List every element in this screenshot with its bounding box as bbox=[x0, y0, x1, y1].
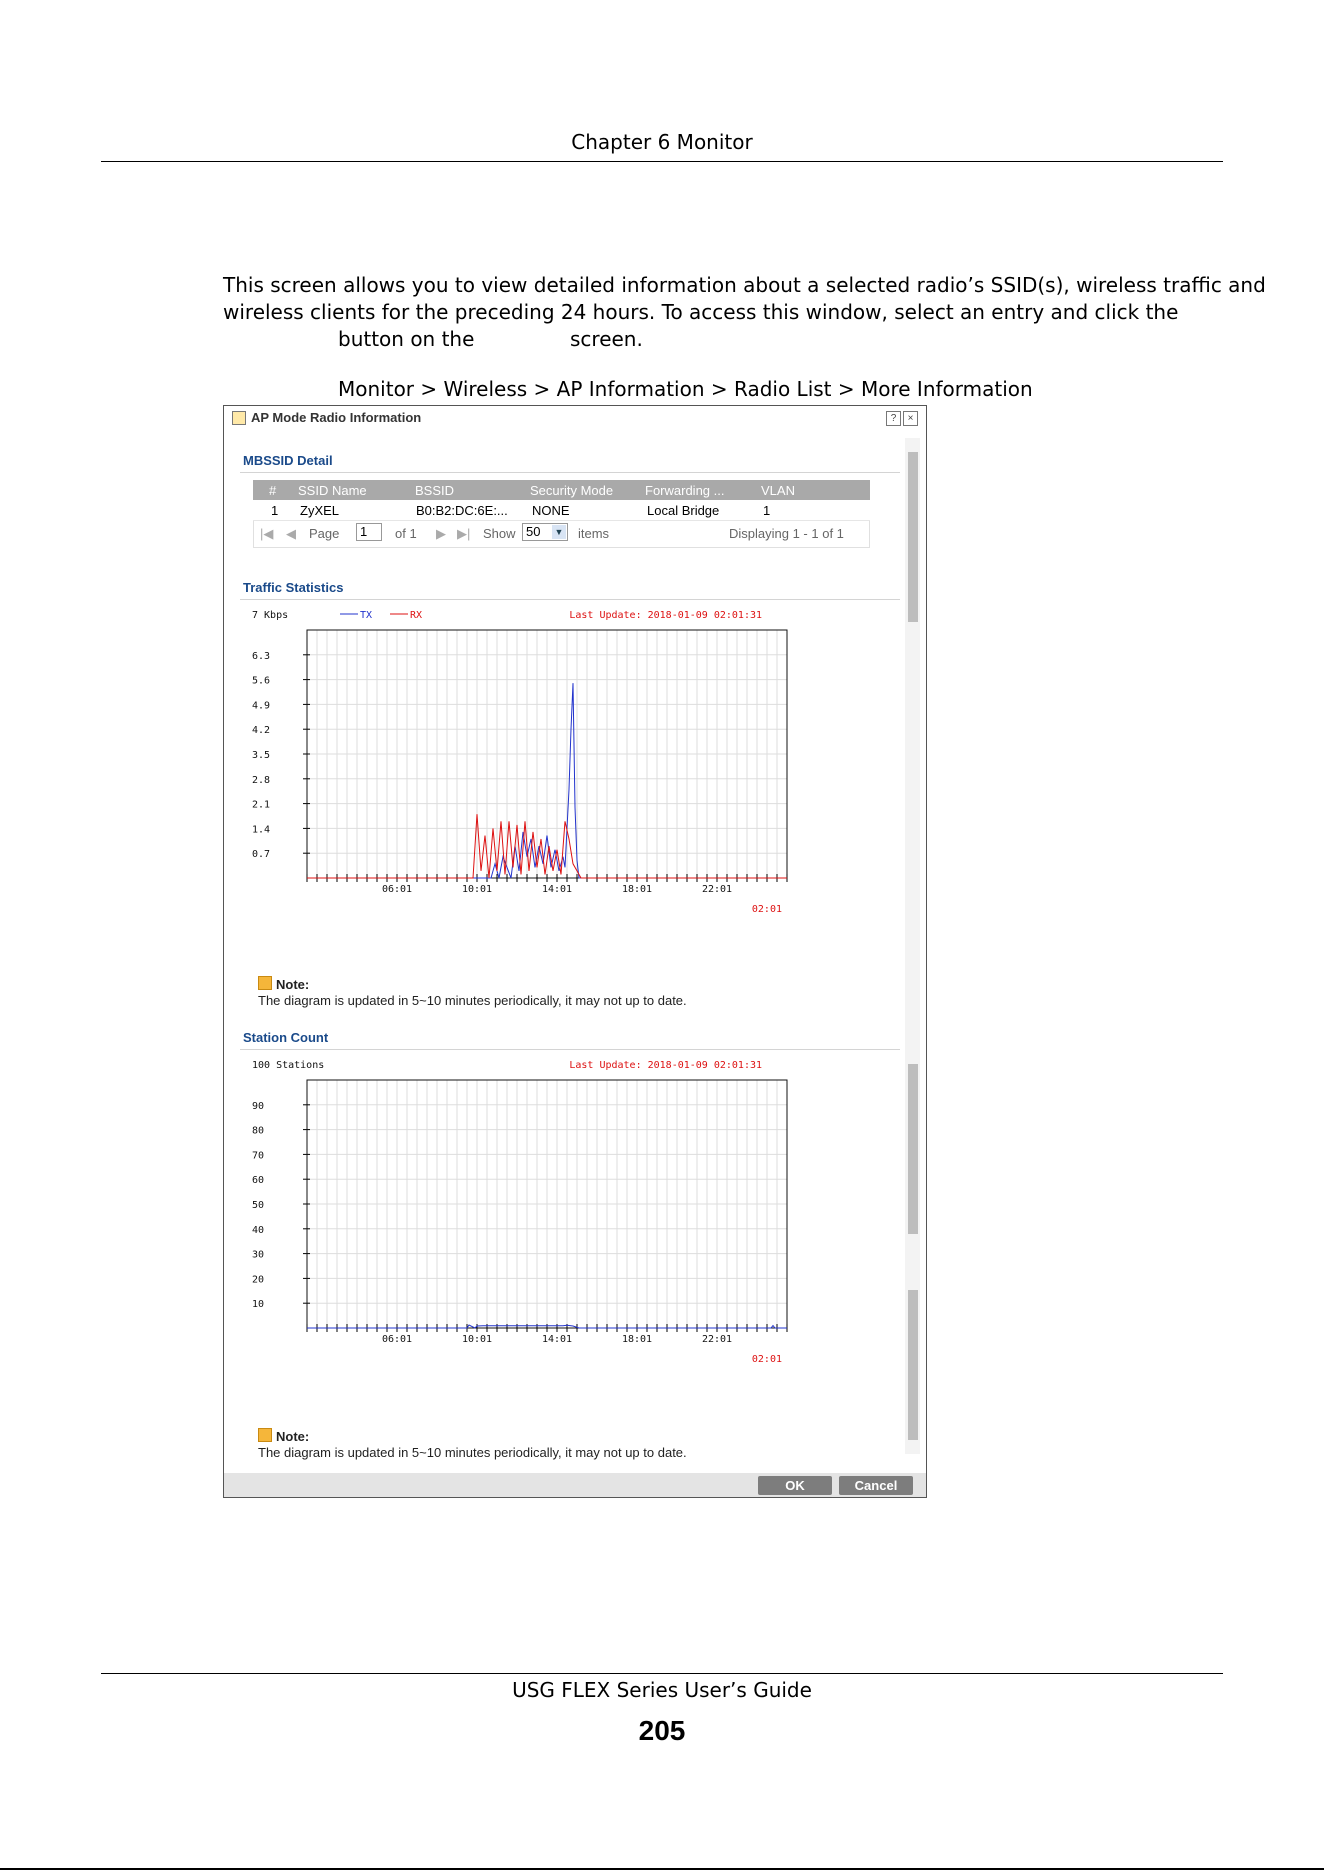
first-page-icon[interactable]: |◀ bbox=[260, 526, 274, 541]
last-update-label: Last Update: 2018-01-09 02:01:31 bbox=[569, 610, 762, 621]
note-label: Note: bbox=[276, 1429, 310, 1444]
chevron-down-icon[interactable]: ▼ bbox=[552, 525, 566, 539]
figure-breadcrumb: Monitor > Wireless > AP Information > Radio List > More Information bbox=[338, 377, 1033, 401]
displaying-label: Displaying 1 - 1 of 1 bbox=[729, 526, 844, 541]
y-tick-label: 20 bbox=[252, 1274, 265, 1286]
y-tick-label: 80 bbox=[252, 1125, 265, 1137]
y-tick-label: 4.2 bbox=[252, 725, 271, 737]
page-of-label: of 1 bbox=[395, 526, 417, 541]
x-tick-label: 10:01 bbox=[461, 884, 493, 895]
y-tick-label: 60 bbox=[252, 1175, 265, 1187]
chart-unit-label: 7 Kbps bbox=[252, 610, 289, 621]
col-vlan[interactable]: VLAN bbox=[761, 483, 795, 498]
x-tick-label: 10:01 bbox=[461, 1334, 493, 1345]
cell-forwarding: Local Bridge bbox=[647, 503, 720, 518]
chart-unit-label: 100 Stations bbox=[252, 1060, 325, 1071]
col-bssid[interactable]: BSSID bbox=[415, 483, 455, 498]
intro-line-1: This screen allows you to view detailed information about a selected radio’s SSID(s), wireless traffic and bbox=[223, 273, 1266, 297]
y-tick-label: 90 bbox=[252, 1100, 265, 1112]
page-label: Page bbox=[309, 526, 340, 541]
page-input[interactable]: 1 bbox=[356, 523, 382, 541]
x-tick-label: 14:01 bbox=[541, 1334, 573, 1345]
cancel-button[interactable]: Cancel bbox=[839, 1476, 913, 1495]
legend-tx: TX bbox=[360, 610, 373, 621]
x-end-label: 02:01 bbox=[751, 904, 782, 915]
mbssid-rule bbox=[240, 472, 900, 473]
x-end-label: 02:01 bbox=[751, 1354, 782, 1365]
close-button[interactable]: × bbox=[903, 411, 918, 426]
traffic-rule bbox=[240, 599, 900, 600]
note-icon bbox=[258, 1428, 272, 1442]
y-tick-label: 30 bbox=[252, 1249, 265, 1261]
x-tick-label: 18:01 bbox=[621, 1334, 653, 1345]
traffic-note bbox=[258, 976, 687, 1009]
station-count-title: Station Count bbox=[243, 1030, 329, 1045]
window-title: AP Mode Radio Information bbox=[251, 410, 422, 425]
table-row[interactable] bbox=[253, 500, 870, 521]
vertical-scrollbar[interactable] bbox=[905, 438, 920, 1454]
col-number[interactable]: # bbox=[269, 483, 277, 498]
y-tick-label: 40 bbox=[252, 1224, 265, 1236]
last-page-icon[interactable]: ▶| bbox=[457, 526, 471, 541]
legend-rx: RX bbox=[410, 610, 423, 621]
y-tick-label: 10 bbox=[252, 1299, 265, 1311]
help-button[interactable]: ? bbox=[886, 411, 901, 426]
cell-security-mode: NONE bbox=[532, 503, 570, 518]
bottom-rule bbox=[0, 1868, 1324, 1870]
col-security-mode[interactable]: Security Mode bbox=[530, 483, 614, 498]
cell-bssid: B0:B2:DC:6E:... bbox=[416, 503, 508, 518]
col-forwarding[interactable]: Forwarding ... bbox=[645, 483, 725, 498]
header-rule bbox=[101, 161, 1223, 162]
station-note bbox=[258, 1428, 687, 1461]
next-page-icon[interactable]: ▶ bbox=[436, 526, 446, 541]
window-title-bar bbox=[224, 406, 926, 432]
intro-line-3b: screen. bbox=[570, 327, 643, 351]
y-tick-label: 4.9 bbox=[252, 700, 271, 712]
prev-page-icon[interactable]: ◀ bbox=[286, 526, 296, 541]
y-tick-label: 2.1 bbox=[252, 799, 271, 811]
edit-icon bbox=[232, 411, 246, 425]
cell-vlan: 1 bbox=[763, 503, 771, 518]
intro-line-3a: button on the bbox=[338, 327, 475, 351]
station-chart bbox=[250, 1052, 790, 1365]
y-tick-label: 2.8 bbox=[252, 774, 271, 786]
table-pager bbox=[253, 521, 870, 548]
ap-mode-radio-information-window bbox=[223, 405, 927, 1498]
last-update-label: Last Update: 2018-01-09 02:01:31 bbox=[569, 1060, 762, 1071]
x-tick-label: 22:01 bbox=[701, 1334, 733, 1345]
scrollbar-thumb[interactable] bbox=[908, 1064, 918, 1234]
intro-line-2: wireless clients for the preceding 24 hours. To access this window, select an entry and click the bbox=[223, 300, 1179, 324]
ok-button[interactable]: OK bbox=[758, 1476, 832, 1495]
page-number: 205 bbox=[638, 1715, 686, 1746]
note-icon bbox=[258, 976, 272, 990]
footer-rule bbox=[101, 1673, 1223, 1674]
y-tick-label: 70 bbox=[252, 1150, 265, 1162]
y-tick-label: 5.6 bbox=[252, 675, 271, 687]
x-tick-label: 14:01 bbox=[541, 884, 573, 895]
y-tick-label: 6.3 bbox=[252, 650, 271, 662]
x-tick-label: 06:01 bbox=[381, 884, 413, 895]
note-text: The diagram is updated in 5~10 minutes periodically, it may not up to date. bbox=[258, 1445, 687, 1460]
items-per-page-select[interactable] bbox=[522, 523, 568, 541]
y-tick-label: 0.7 bbox=[252, 849, 271, 861]
x-tick-label: 06:01 bbox=[381, 1334, 413, 1345]
note-text: The diagram is updated in 5~10 minutes periodically, it may not up to date. bbox=[258, 993, 687, 1008]
items-per-page-value: 50 bbox=[526, 524, 541, 539]
mbssid-table bbox=[253, 480, 870, 548]
show-label: Show bbox=[483, 526, 516, 541]
y-tick-label: 50 bbox=[252, 1200, 265, 1211]
y-tick-label: 1.4 bbox=[252, 824, 271, 836]
cell-number: 1 bbox=[271, 503, 279, 518]
scrollbar-thumb[interactable] bbox=[908, 452, 918, 622]
y-tick-label: 3.5 bbox=[252, 750, 271, 761]
scrollbar-thumb[interactable] bbox=[908, 1290, 918, 1440]
chapter-header: Chapter 6 Monitor bbox=[571, 130, 753, 154]
footer-guide-title: USG FLEX Series User’s Guide bbox=[512, 1678, 812, 1702]
station-rule bbox=[240, 1049, 900, 1050]
x-tick-label: 22:01 bbox=[701, 884, 733, 895]
table-header bbox=[253, 480, 870, 500]
items-label: items bbox=[578, 526, 610, 541]
traffic-statistics-title: Traffic Statistics bbox=[243, 580, 344, 595]
traffic-chart bbox=[250, 602, 790, 915]
x-tick-label: 18:01 bbox=[621, 884, 653, 895]
mbssid-detail-title: MBSSID Detail bbox=[243, 453, 333, 468]
note-label: Note: bbox=[276, 977, 310, 992]
dialog-button-bar bbox=[224, 1473, 926, 1497]
col-ssid-name[interactable]: SSID Name bbox=[298, 483, 367, 498]
cell-ssid-name: ZyXEL bbox=[300, 503, 340, 518]
